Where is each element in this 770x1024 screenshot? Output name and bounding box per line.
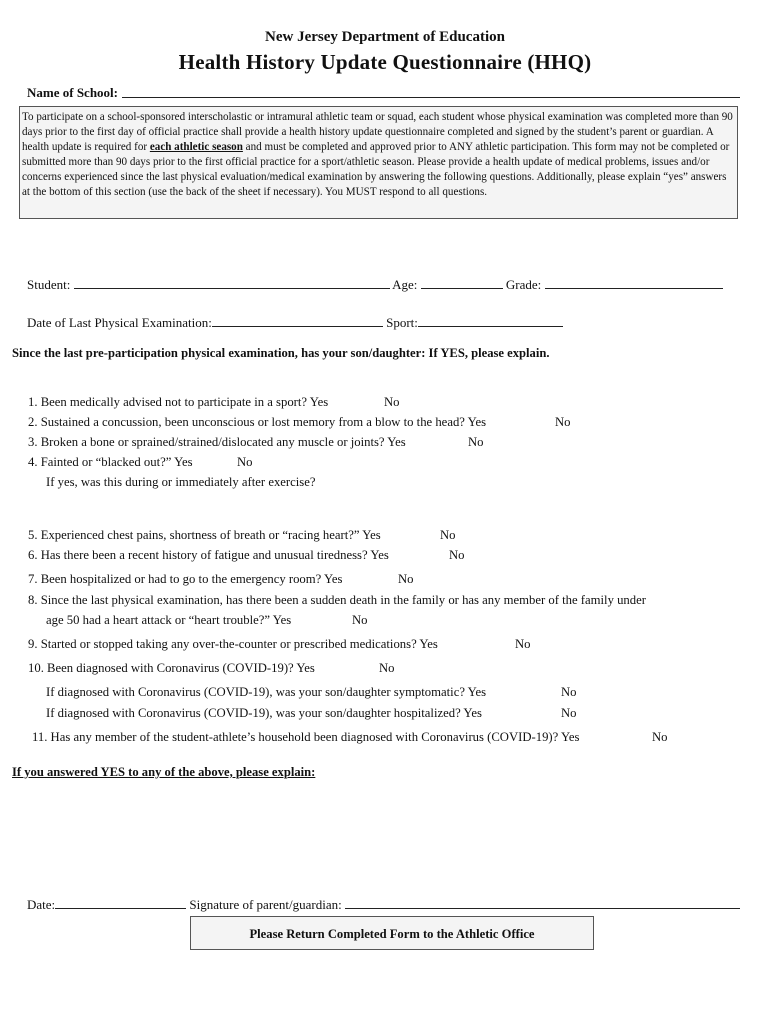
question-10-hospitalized-no[interactable]: No — [561, 706, 577, 720]
last-exam-label: Date of Last Physical Examination: — [27, 315, 212, 330]
question-4-followup: If yes, was this during or immediately after exercise? — [46, 475, 316, 489]
age-label: Age: — [392, 277, 418, 292]
grade-label: Grade: — [505, 277, 542, 292]
questions-heading: Since the last pre-participation physical examination, has your son/daughter: If YES, please explain. — [12, 346, 550, 360]
instructions-emphasis: each athletic season — [149, 141, 243, 153]
instructions-text-1: To participate on a school-sponsored interscholastic or intramural athletic team or squad, each student whose physical examination was completed more than 90 days prior to the first day of official practice shall provide a health history update questionnaire completed and signed by the student’s parent or guardian. A health update is required for — [22, 111, 733, 153]
sport-field[interactable] — [418, 314, 563, 327]
question-4: 4. Fainted or “blacked out?” Yes — [28, 455, 193, 469]
question-10-hospitalized: If diagnosed with Coronavirus (COVID-19), was your son/daughter hospitalized? Yes — [46, 706, 482, 720]
question-1-no[interactable]: No — [384, 395, 400, 409]
question-5: 5. Experienced chest pains, shortness of breath or “racing heart?” Yes — [28, 528, 381, 542]
explain-heading: If you answered YES to any of the above, please explain: — [12, 765, 316, 779]
student-field[interactable] — [74, 276, 390, 289]
question-8: 8. Since the last physical examination, has there been a sudden death in the family or has any member of the family under — [28, 593, 646, 607]
instructions-text-2: and must be completed and approved prior to ANY athletic participation. This form may not be completed or submitted more than 90 days prior to the first official practice for a sport/athletic season. Please provide a health update of medical problems, issues and/or concerns experienced since the last physical evaluation/medical examination by answering the following questions. Additionally, please explain “yes” answers at the bottom of this section (use the back of the sheet if necessary). You MUST respond to all questions. — [22, 141, 730, 198]
question-11-no[interactable]: No — [652, 730, 668, 744]
explain-area[interactable] — [12, 785, 742, 885]
signature-label: Signature of parent/guardian: — [189, 897, 342, 912]
question-8-continued: age 50 had a heart attack or “heart trouble?” Yes — [46, 613, 292, 627]
question-10-symptomatic: If diagnosed with Coronavirus (COVID-19), was your son/daughter symptomatic? Yes — [46, 685, 487, 699]
question-7-no[interactable]: No — [398, 572, 414, 586]
return-instructions-text: Please Return Completed Form to the Athletic Office — [249, 927, 535, 941]
date-field[interactable] — [55, 896, 186, 909]
question-3-no[interactable]: No — [468, 435, 484, 449]
instructions-box — [19, 106, 738, 219]
question-9-no[interactable]: No — [515, 637, 531, 651]
signature-row — [27, 896, 740, 913]
student-info-row — [27, 276, 723, 293]
age-field[interactable] — [421, 276, 503, 289]
school-name-label: Name of School: — [27, 85, 118, 100]
last-exam-field[interactable] — [212, 314, 383, 327]
question-10: 10. Been diagnosed with Coronavirus (COVID-19)? Yes — [28, 661, 315, 675]
question-1: 1. Been medically advised not to participate in a sport? Yes — [28, 395, 329, 409]
sport-label: Sport: — [386, 315, 418, 330]
form-title: Health History Update Questionnaire (HHQ) — [178, 50, 592, 74]
question-7: 7. Been hospitalized or had to go to the emergency room? Yes — [28, 572, 343, 586]
question-10-no[interactable]: No — [379, 661, 395, 675]
question-6: 6. Has there been a recent history of fatigue and unusual tiredness? Yes — [28, 548, 389, 562]
question-2-no[interactable]: No — [555, 415, 571, 429]
return-instructions-box — [190, 916, 594, 950]
question-6-no[interactable]: No — [449, 548, 465, 562]
question-8-no[interactable]: No — [352, 613, 368, 627]
question-10-symptomatic-no[interactable]: No — [561, 685, 577, 699]
question-2: 2. Sustained a concussion, been unconscious or lost memory from a blow to the head? Yes — [28, 415, 487, 429]
department-name: New Jersey Department of Education — [265, 29, 505, 45]
question-5-no[interactable]: No — [440, 528, 456, 542]
grade-field[interactable] — [545, 276, 723, 289]
school-name-field[interactable] — [122, 97, 740, 98]
exam-info-row — [27, 314, 563, 331]
date-label: Date: — [27, 897, 56, 912]
question-3: 3. Broken a bone or sprained/strained/dislocated any muscle or joints? Yes — [28, 435, 406, 449]
student-label: Student: — [27, 277, 71, 292]
question-4-no[interactable]: No — [237, 455, 253, 469]
question-11: 11. Has any member of the student-athlete’s household been diagnosed with Coronavirus (COVID-19)? Yes — [32, 730, 580, 744]
question-9: 9. Started or stopped taking any over-the-counter or prescribed medications? Yes — [28, 637, 438, 651]
signature-field[interactable] — [345, 896, 740, 909]
